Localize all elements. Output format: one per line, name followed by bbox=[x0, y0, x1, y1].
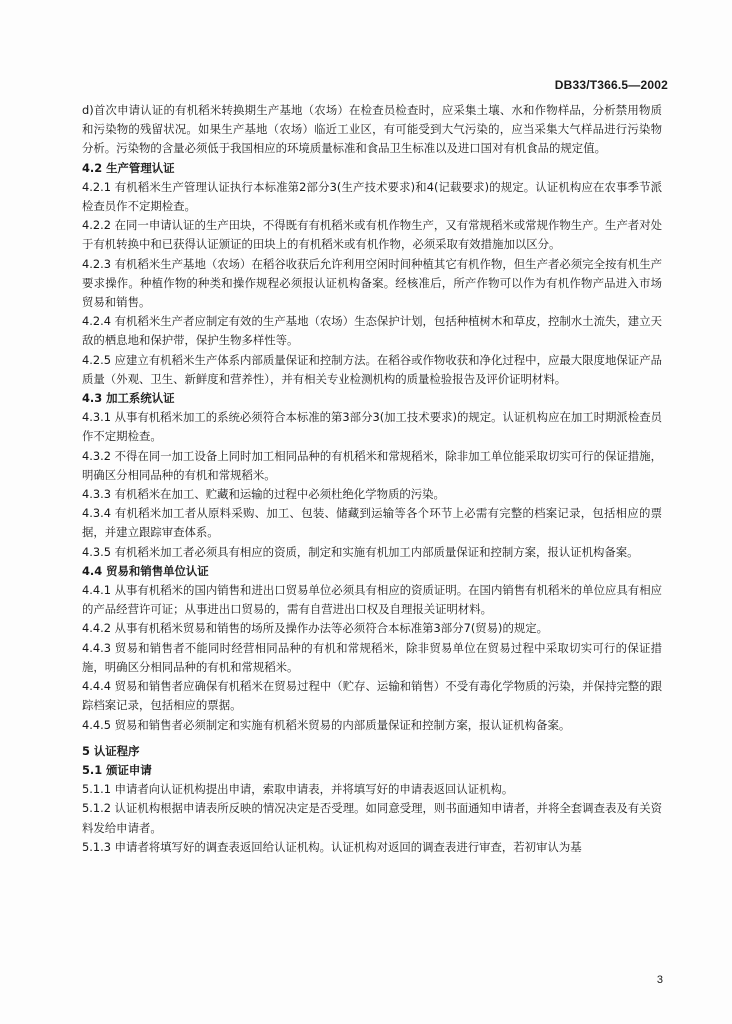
clause-paragraph: 4.2.2 在同一申请认证的生产田块，不得既有有机稻米或有机作物生产，又有常规稻米或常规作物生产。生产者对处于有机转换中和已获得认证颁证的田块上的有机稻米或有机作物，必须采取有效措施加以区分。 bbox=[82, 218, 662, 252]
clause-paragraph: 4.4.4 贸易和销售者应确保有机稻米在贸易过程中（贮存、运输和销售）不受有毒化学物质的污染，并保持完整的跟踪档案记录，包括相应的票据。 bbox=[82, 679, 662, 713]
clause-paragraph: 4.3.4 有机稻米加工者从原料采购、加工、包装、储藏到运输等各个环节上必需有完整的档案记录，包括相应的票据，并建立跟踪审查体系。 bbox=[82, 506, 662, 540]
document-body bbox=[82, 101, 662, 857]
section-gap bbox=[82, 735, 662, 742]
standard-code-header: DB33/T366.5—2002 bbox=[554, 78, 668, 92]
section-heading: 4.3 加工系统认证 bbox=[82, 391, 175, 406]
clause-paragraph: 4.4.3 贸易和销售者不能同时经营相同品种的有机和常规稻米，除非贸易单位在贸易过程中采取切实可行的保证措施，明确区分相同品种的有机和常规稻米。 bbox=[82, 640, 662, 674]
clause-paragraph: 4.4.5 贸易和销售者必须制定和实施有机稻米贸易的内部质量保证和控制方案，报认证机构备案。 bbox=[82, 717, 571, 732]
clause-paragraph: 4.3.1 从事有机稻米加工的系统必须符合本标准的第3部分3(加工技术要求)的规定。认证机构应在加工时期派检查员作不定期检查。 bbox=[82, 410, 662, 444]
clause-paragraph: 4.3.3 有机稻米在加工、贮藏和运输的过程中必须杜绝化学物质的污染。 bbox=[82, 487, 445, 502]
clause-paragraph: 4.4.2 从事有机稻米贸易和销售的场所及操作办法等必须符合本标准第3部分7(贸易)的规定。 bbox=[82, 621, 549, 636]
clause-paragraph: 4.3.2 不得在同一加工设备上同时加工相同品种的有机稻米和常规稻米，除非加工单位能采取切实可行的保证措施，明确区分相同品种的有机和常规稻米。 bbox=[82, 448, 662, 482]
clause-paragraph: 4.2.3 有机稻米生产基地（农场）在稻谷收获后允许利用空闲时间种植其它有机作物，但生产者必须完全按有机生产要求操作。种植作物的种类和操作规程必须报认证机构备案。经核准后，所产作物可以作为有机作物产品进入市场贸易和销售。 bbox=[82, 256, 662, 310]
clause-paragraph: 4.3.5 有机稻米加工者必须具有相应的资质，制定和实施有机加工内部质量保证和控制方案，报认证机构备案。 bbox=[82, 544, 639, 559]
clause-paragraph: 5.1.3 申请者将填写好的调查表返回给认证机构。认证机构对返回的调查表进行审查，若初审认为基 bbox=[82, 839, 582, 854]
section-heading: 5.1 颁证申请 bbox=[82, 762, 152, 777]
clause-paragraph: 4.2.5 应建立有机稻米生产体系内部质量保证和控制方法。在稻谷或作物收获和净化过程中，应最大限度地保证产品质量（外观、卫生、新鲜度和营养性），并有相关专业检测机构的质量检验报告及评价证明材料。 bbox=[82, 352, 662, 386]
clause-paragraph: 4.2.4 有机稻米生产者应制定有效的生产基地（农场）生态保护计划，包括种植树木和草皮，控制水土流失，建立天敌的栖息地和保护带，保护生物多样性等。 bbox=[82, 314, 662, 348]
clause-paragraph: 4.4.1 从事有机稻米的国内销售和进出口贸易单位必须具有相应的资质证明。在国内销售有机稻米的单位应具有相应的产品经营许可证；从事进出口贸易的，需有自营进出口权及自理报关证明材料。 bbox=[82, 583, 662, 617]
clause-paragraph: 5.1.2 认证机构根据申请表所反映的情况决定是否受理。如同意受理，则书面通知申请者，并将全套调查表及有关资料发给申请者。 bbox=[82, 801, 662, 835]
clause-paragraph: 4.2.1 有机稻米生产管理认证执行本标准第2部分3(生产技术要求)和4(记载要求)的规定。认证机构应在农事季节派检查员作不定期检查。 bbox=[82, 179, 662, 214]
section-heading: 4.4 贸易和销售单位认证 bbox=[82, 563, 209, 578]
section-heading: 5 认证程序 bbox=[82, 743, 140, 758]
page-number: 3 bbox=[656, 974, 663, 986]
clause-paragraph: d)首次申请认证的有机稻米转换期生产基地（农场）在检查员检查时，应采集土壤、水和作物样品，分析禁用物质和污染物的残留状况。如果生产基地（农场）临近工业区，有可能受到大气污染的，应当采集大气样品进行污染物分析。污染物的含量必须低于我国相应的环境质量标准和食品卫生标准以及进口国对有机食品的规定值。 bbox=[82, 103, 662, 156]
clause-paragraph: 5.1.1 申请者向认证机构提出申请，索取申请表，并将填写好的申请表返回认证机构。 bbox=[82, 782, 514, 797]
section-heading: 4.2 生产管理认证 bbox=[82, 160, 175, 175]
